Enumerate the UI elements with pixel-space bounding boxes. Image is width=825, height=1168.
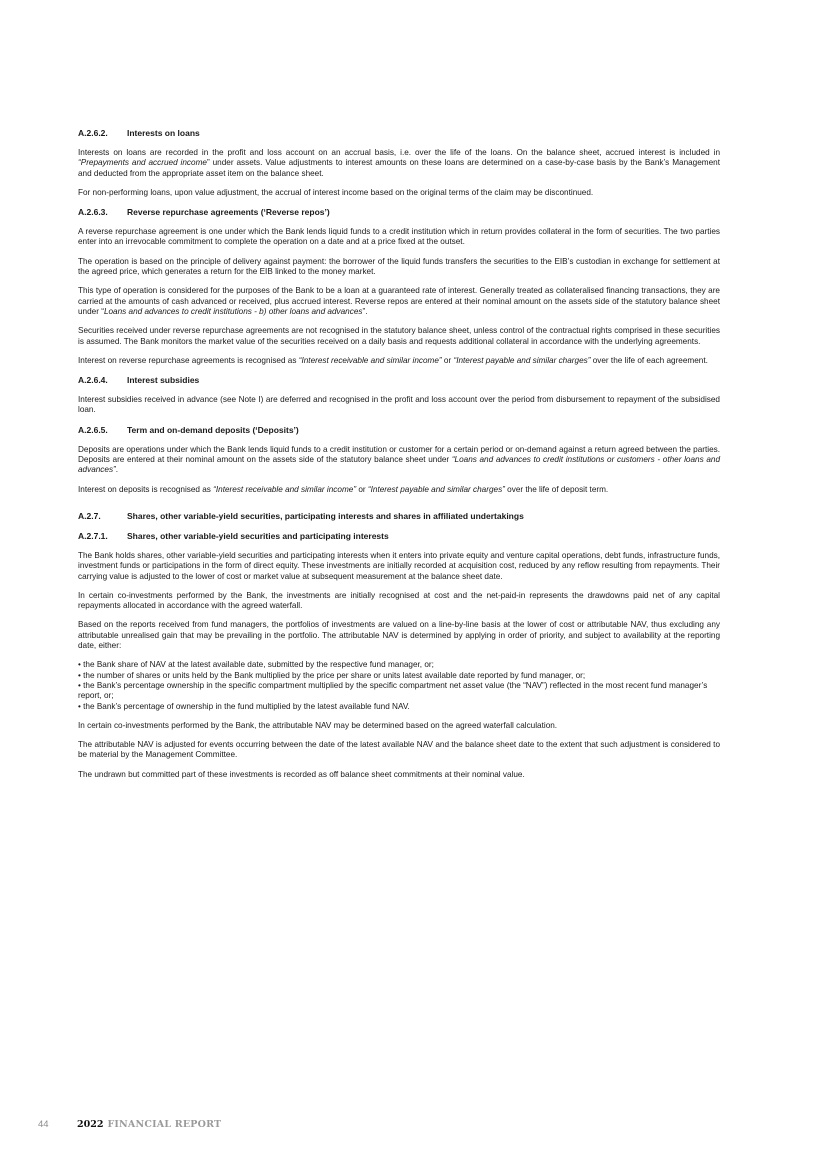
bullet-list bbox=[78, 660, 720, 711]
italic-term: “Interest receivable and similar income” bbox=[298, 355, 442, 365]
paragraph bbox=[78, 485, 720, 495]
paragraph: The operation is based on the principle of delivery against payment: the borrower of the liquid funds transfers the securities to the EIB’s custodian in exchange for settlement at the agreed price, which generates a return for the EIB linked to the money market. bbox=[78, 256, 720, 277]
text-run: Deposits are operations under which the Bank lends liquid funds to a credit institution or customer for a certain period or on-demand against a return agreed between the parties. Deposits are entered at their nominal amount on the assets side of the statutory balance sheet under bbox=[78, 444, 720, 465]
section-heading: A.2.6.4. Interest subsidies bbox=[78, 375, 200, 386]
paragraph: Securities received under reverse repurchase agreements are not recognised in the statutory balance sheet, unless control of the contractual rights comprised in these securities is assumed. The Bank monitors the market value of the securities received on a daily basis and requests additional collateral in accordance with the underlying agreements. bbox=[78, 326, 720, 346]
text-run: . bbox=[115, 465, 119, 475]
text-run: ”. bbox=[362, 306, 368, 316]
text-run: ” under assets. Value adjustments to interest amounts on these loans are determined on a case-by-case basis by the Bank’s Management and deducted from the appropriate asset item on the balance sheet. bbox=[78, 158, 720, 178]
section-heading: A.2.7. Shares, other variable-yield securities, participating interests and shares in affiliated undertakings bbox=[78, 510, 524, 521]
report-title: FINANCIAL REPORT bbox=[107, 1119, 222, 1130]
italic-term: “Interest receivable and similar income” bbox=[213, 484, 357, 494]
section-heading: A.2.6.3. Reverse repurchase agreements (‘Reverse repos’) bbox=[78, 207, 330, 218]
text-run: Interest on deposits is recognised as bbox=[78, 484, 214, 494]
list-item: • the Bank’s percentage of ownership in the fund multiplied by the latest available fund NAV. bbox=[78, 702, 720, 712]
italic-term: “Interest payable and similar charges” bbox=[367, 484, 505, 494]
text-run: over the life of each agreement. bbox=[590, 355, 708, 365]
paragraph: Based on the reports received from fund managers, the portfolios of investments are valued on a line-by-line basis at the lower of cost or attributable NAV, thus excluding any attributable unrealised gain that may be prevailing in the portfolio. The attributable NAV is determined by applying in order of priority, and subject to availability at the reporting date, either: bbox=[78, 620, 720, 651]
text-run: Interests on loans are recorded in the profit and loss account on an accrual basis, i.e. over the life of the loans. On the balance sheet, accrued interest is included in bbox=[78, 148, 720, 157]
italic-term: “Prepayments and accrued income bbox=[78, 158, 207, 168]
text-run: or bbox=[441, 355, 454, 365]
text-run: over the life of deposit term. bbox=[504, 484, 609, 494]
section-heading: A.2.6.5. Term and on-demand deposits (‘Deposits’) bbox=[78, 424, 299, 435]
list-item: • the number of shares or units held by the Bank multiplied by the price per share or units latest available date reported by fund manager, or; bbox=[78, 671, 720, 681]
paragraph: For non-performing loans, upon value adjustment, the accrual of interest income based on the original terms of the claim may be discontinued. bbox=[78, 187, 594, 197]
italic-term: Loans and advances to credit institutions - b) other loans and advances bbox=[103, 306, 363, 316]
paragraph: The Bank holds shares, other variable-yield securities and participating interests when it enters into private equity and venture capital operations, debt funds, infrastructure funds, investment funds or participations in the form of direct equity. These investments are initially recorded at acquisition cost, reduced by any reflow resulting from repayments. Their carrying value is adjusted to the lower of cost or market value at subsequent measurement at the balance sheet date. bbox=[78, 550, 720, 581]
paragraph bbox=[78, 356, 720, 366]
section-heading: A.2.6.2. Interests on loans bbox=[78, 128, 200, 138]
paragraph bbox=[78, 445, 720, 476]
subsection-heading: A.2.7.1. Shares, other variable-yield securities and participating interests bbox=[78, 530, 389, 541]
italic-term: “Interest payable and similar charges” bbox=[453, 355, 591, 365]
list-item: • the Bank’s percentage ownership in the specific compartment multiplied by the specific compartment net asset value (the “NAV”) reflected in the most recent fund manager’s report, or; bbox=[78, 681, 720, 702]
page-number: 44 bbox=[38, 1119, 49, 1130]
text-run: This type of operation is considered for the purposes of the Bank to be a loan at a guaranteed rate of interest. Generally treated as collateralised financing transactions, they are carried at the amounts of cash advanced or received, plus accrued interest. Reverse repos are entered at their nominal amount on the assets side of the statutory balance sheet under “ bbox=[78, 286, 720, 316]
text-run: Interest on reverse repurchase agreements is recognised as bbox=[78, 355, 299, 365]
page-footer bbox=[38, 1119, 221, 1130]
paragraph bbox=[78, 148, 720, 179]
paragraph: The attributable NAV is adjusted for events occurring between the date of the latest available NAV and the balance sheet date to the extent that such adjustment is considered to be material by the Management Committee. bbox=[78, 740, 720, 760]
paragraph: Interest subsidies received in advance (see Note I) are deferred and recognised in the profit and loss account over the period from disbursement to repayment of the subsidised loan. bbox=[78, 395, 720, 415]
paragraph bbox=[78, 286, 720, 317]
paragraph: The undrawn but committed part of these investments is recorded as off balance sheet commitments at their nominal value. bbox=[78, 769, 525, 779]
paragraph: In certain co-investments performed by the Bank, the investments are initially recognised at cost and the net-paid-in represents the drawdowns paid net of any capital repayments allocated in accordance with the agreed waterfall. bbox=[78, 590, 720, 611]
paragraph: In certain co-investments performed by the Bank, the attributable NAV may be determined based on the agreed waterfall calculation. bbox=[78, 720, 558, 730]
text-run: or bbox=[356, 484, 368, 494]
document-body bbox=[78, 128, 720, 789]
paragraph: A reverse repurchase agreement is one under which the Bank lends liquid funds to a credit institution which in return provides collateral in the form of securities. The two parties enter into an irrevocable commitment to complete the operation on a date and at a price fixed at the outset. bbox=[78, 227, 720, 247]
report-year: 2022 bbox=[77, 1119, 104, 1130]
list-item: • the Bank share of NAV at the latest available date, submitted by the respective fund manager, or; bbox=[78, 660, 720, 670]
italic-term: “Loans and advances to credit institutions or customers - other loans and advances” bbox=[78, 455, 720, 475]
